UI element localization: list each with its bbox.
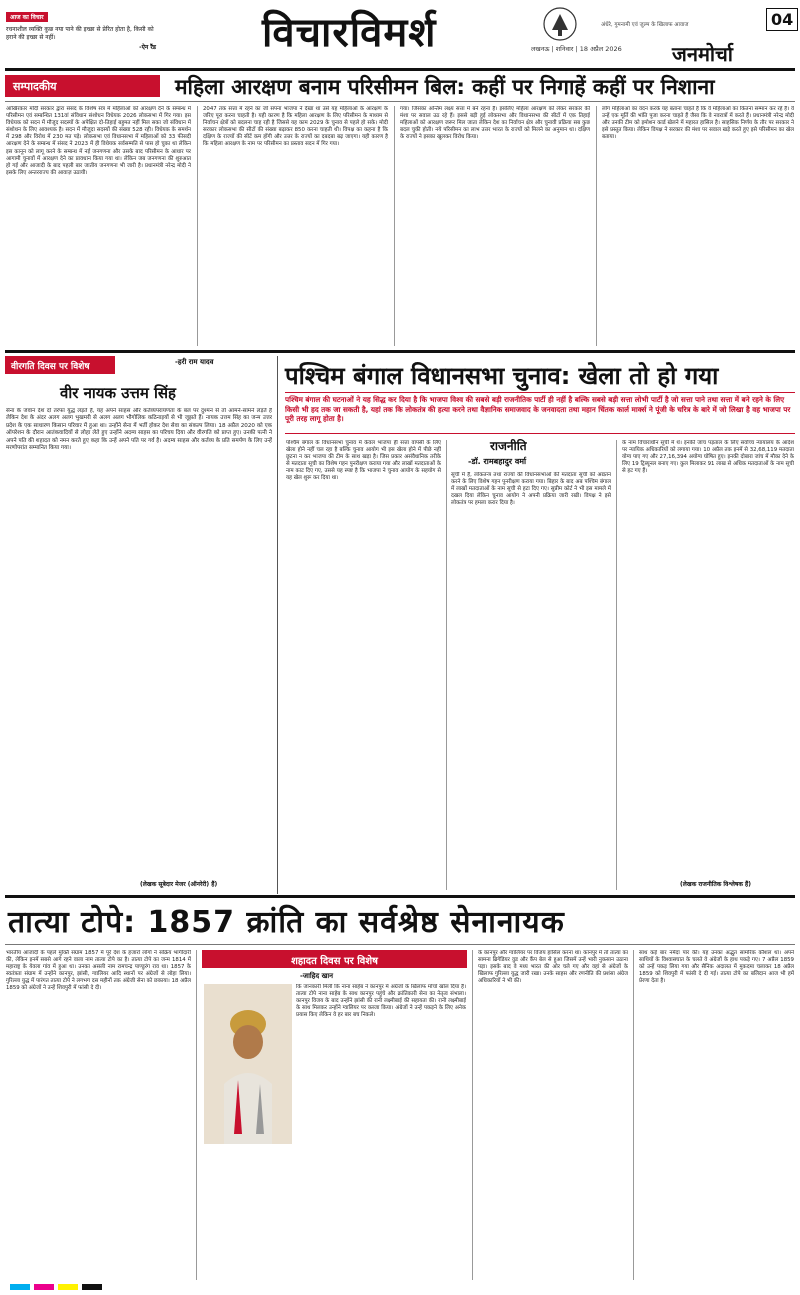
bengal-column-1: पश्चिम बंगाल के विधानसभा चुनाव में केवल भाजपा ही सत्ता वापसी के लिए खेला होने नहीं चल रहा है बल्कि चुनाव आयोग भी इस खेला होने में पीछे नहीं छूटना न कर भाजपा की टीम के साथ खड़ा है। जिस प्रकार असंवैधानिक तरीके से मतदाता सूची का विशेष गहन पुनरीक्षण कराया गया और लाखों मतदाताओं के नाम काट दिए गए, उससे यह स्पष्ट है कि भाजपा ने चुनाव आयोग के सहयोग से यह खेल शुरू कर दिया था। [286,440,441,482]
thought-of-the-day [6,4,156,74]
column-divider [446,440,447,890]
page-number: 04 [766,8,798,31]
bengal-column-3: के नाम विचाराधीन सूची में थे। इनकी जांच पड़ताल के लिए सर्वोच्च न्यायालय के आदेश पर न्यायिक अधिकारियों को लगाया गया। 10 अप्रैल तक इनमें से 32,68,119 मतदाता योग्य पाए गए और 27,16,394 अयोग्य घोषित हुए। इनकी दोबारा जांच में मौका देने के लिए 19 ट्रिब्यूनल बनाए गए। कुल मिलाकर 91 लाख से अधिक मतदाताओं के नाम सूची से हट गए हैं। [622,440,794,475]
editorial-headline: महिला आरक्षण बनाम परिसीमन बिल: कहीं पर निगाहें कहीं पर निशाना [175,75,715,99]
paper-tagline: अंधेरे, गुमनामी एवं जुल्म के खिलाफ आवाज [601,22,689,28]
bengal-author-note: (लेखक राजनीतिक विश्लेषक हैं) [680,881,751,888]
headline-rule [5,101,795,102]
editorial-column-4: लोग महिलाओं का वंदन करके यह बताना चाहते हैं कि वे महिलाओं का कितना सम्मान कर रहे हैं। वे उन्हें एक मूर्ति की भांति पूजा करना चाहते हैं जैसा कि वे नवरात्रों में करते हैं। प्रधानमंत्री नरेन्द्र मोदी और उनकी टीम को इमोशन कार्ड खेलने में महारत हासिल है। साहसिक निर्णय के तौर पर सरकार ने इसे प्रस्तुत किया। लेकिन विपक्ष ने सरकार की मंशा पर सवाल खड़े करते हुए इसे परिसीमन का खेल बताया। [602,106,794,141]
column-divider [394,106,395,346]
bengal-byline: -डॉ. रामबहादुर वर्मा [468,457,527,466]
martyrdom-byline: -जाहिद खान [300,972,334,980]
emblem-icon [542,6,578,42]
editorial-column-2: 2047 तक सत्ता में रहने का जो सपना भाजपा ने देखा था उसे यह महिलाओं के आरक्षण के जरिए पूरा करना चाहती है। यही कारण है कि महिला आरक्षण के लिए परिसीमन के माध्यम से निर्वाचन क्षेत्रों को बदलना चाह रही है जिससे यह काम 2029 के चुनाव से पहले हो सके। मोदी सरकार लोकसभा की सीटों की संख्या बढ़ाकर 850 करना चाहती थी। विपक्ष का कहना है कि दक्षिण के राज्यों की सीटें कम होंगी और उत्तर के राज्यों का दबदबा बढ़ जाएगा। यही कारण है कि महिला आरक्षण के नाम पर परिसीमन का प्रस्ताव सदन में गिर गया। [203,106,388,148]
column-divider [616,440,617,890]
section-rule [5,895,795,898]
special-day-label: वीरगति दिवस पर विशेष [5,356,115,374]
thought-author: -ऐन रैंड [139,44,156,51]
paper-name: जनमोर्चा [672,42,733,66]
bengal-category: राजनीति [490,439,527,453]
tatya-headline: तात्या टोपे: 1857 क्रांति का सर्वश्रेष्ठ सेनानायक [8,905,565,940]
tatya-left-column: भारतीय आजादी के पहले मुक्ति संग्राम 1857 में पूरे देश के हजारों लोगों ने सक्रिय भागीदारी की, लेकिन इनमें सबसे आगे रहने वाला नाम तात्या टोपे का है। तात्या टोपे का जन्म 1814 में महाराष्ट्र के येवला गांव में हुआ था। उनका असली नाम रामचन्द्र पाण्डुरंग राव था। 1857 के स्वतंत्रता संग्राम में उन्होंने कानपुर, झांसी, ग्वालियर आदि स्थानों पर अंग्रेजों से लोहा लिया। गुरिल्ला युद्ध में पारंगत तात्या टोपे ने लगभग दस महीनों तक अंग्रेजी सेना को छकाया। 18 अप्रैल 1859 को अंग्रेजों ने उन्हें शिवपुरी में फांसी दे दी। [6,950,191,992]
section-brand-title: विचारविमर्श [262,10,437,56]
editorial-column-1: आखिरकार मोदी सरकार द्वारा संसद के विशेष सत्र में महिलाओं को आरक्षण देने के सम्बन्ध में परिसीमन एवं सम्बन्धित 131वां संविधान संशोधन विधेयक 2026 लोकसभा में गिर गया। इस विधेयक को सदन में मौजूद सदस्यों के अपेक्षित दो-तिहाई बहुमत नहीं मिल सका जो संविधान में संशोधन के लिए आवश्यक है। सदन में मौजूदा सदस्यों की संख्या 528 रही। विधेयक के समर्थन में 298 और विरोध में 230 मत पड़े। लोकसभा एवं विधानसभा में महिलाओं को 33 फीसदी आरक्षण देने के सम्बन्ध में संसद ने 2023 में ही विधेयक सर्वसम्मति से पास हो चुका था लेकिन इस कानून को लागू करने के सम्बन्ध में नई जनगणना और उसके बाद परिसीमन के आधार पर आगामी चुनावों में आरक्षण देने का प्रावधान किया गया था। लेकिन जब जनगणना की शुरुआत हो गई और आजादी के बाद पहली बार जातीय जनगणना भी जारी है। प्रधानमंत्री नरेन्द्र मोदी ने इसके लिए अन्तरराज्य की आवाज़ उठायी। [6,106,191,176]
bengal-column-2: सूची में है, लोकतन्त्र तथा राज्यों की विधानसभाओं की मतदाता सूची को अद्यतन करने के लिए विशेष गहन पुनरीक्षण कराया गया। बिहार के बाद अब पश्चिम बंगाल में लाखों मतदाताओं के नाम सूची से हटा दिए गए। सुप्रीम कोर्ट ने भी इस मामले में दखल दिया लेकिन चुनाव आयोग ने अपनी प्रक्रिया जारी रखी। विपक्ष ने इसे लोकतंत्र पर हमला करार दिया है। [451,472,611,507]
special-day-body: सेना के जवान देश दो तरफा युद्ध लड़ते हैं, यह अपने साहस और कर्तव्यपरायणता के बल पर दुश्मन से तो आमने-सामने लड़ते हैं लेकिन देश के अंदर अलग अलग भुखमरी से अलग अलग भौगोलिक कठिनाइयों से भी जूझते हैं। नायक उत्तम सिंह का जन्म उत्तर प्रदेश के एक साधारण किसान परिवार में हुआ था। उन्होंने सेना में भर्ती होकर देश सेवा का संकल्प लिया। 18 अप्रैल 2020 को एक ऑपरेशन के दौरान आतंकवादियों से लोहा लेते हुए उन्होंने अदम्य साहस का परिचय दिया और वीरगति को प्राप्त हुए। उनकी पत्नी ने अपने पति की शहादत को नमन करते हुए कहा कि उन्हें अपने पति पर गर्व है। अदम्य साहस और कर्तव्य के प्रति समर्पण के लिए उन्हें मरणोपरांत सम्मानित किया गया। [6,408,272,452]
thought-quote: रचनाशील व्यक्ति कुछ नया पाने की इच्छा से प्रेरित होता है, किसी को हराने की इच्छा से नहीं। [6,26,154,41]
editorial-column-3: गया। जिसका अन्तिम लक्ष्य सत्ता में बने रहना है। इसलिए महिला आरक्षण को लेकर सरकार की मंशा पर सवाल उठ रहे हैं। इससे बड़ी हुई लोकसभा और विधानसभा की सीटों में एक तिहाई महिलाओं को आरक्षण जरूर मिल जाता लेकिन देश का निर्वाचन क्षेत्र और चुनावी प्रक्रिया सब कुछ बदल चुकी होती। नये परिसीमन का लाभ उत्तर भारत के राज्यों को मिलने का अनुमान था। दक्षिण के राज्यों ने इसका खुलकर विरोध किया। [400,106,590,141]
headline-rule [5,944,795,945]
bengal-standfirst: पश्चिम बंगाल की घटनाओं ने यह सिद्ध कर दिया है कि भाजपा विश्व की सबसे बड़ी राजनीतिक पार्टी ही नहीं है बल्कि सबसे बड़ी सत्ता लोभी पार्टी है जो सत्ता पाने तथा सत्ता में बने रहने के लिए किसी भी हद तक जा सकती है, यहां तक कि लोकतंत्र की हत्या करने तथा वैज्ञानिक समाजवाद के जनवादता तथा महान चिंतक कार्ल मार्क्स ने पूंजी के चरित्र के बारे में जो लिखा है वह भाजपा पर पूरी तरह लागू होता है। [285,392,795,434]
column-divider [633,950,634,1280]
column-divider [472,950,473,1280]
special-day-byline: -हरी राम यादव [175,358,214,366]
column-divider [277,356,278,894]
tatya-middle-column: कि जानकारी मिली कि नाना साहेब ने कानपुर में अंग्रेजों के खिलाफ मोर्चा खोल दिया है। तात्या टोपे नाना साहेब के साथ कानपुर पहुंचे और क्रांतिकारी सेना का नेतृत्व संभाला। कानपुर विजय के बाद उन्होंने झांसी की रानी लक्ष्मीबाई की सहायता की। रानी लक्ष्मीबाई के साथ मिलकर उन्होंने ग्वालियर पर कब्जा किया। अंग्रेजों ने उन्हें पकड़ने के लिए अनेक प्रयास किए लेकिन वे हर बार बच निकले। [296,984,466,1019]
column-divider [196,950,197,1280]
editorial-label: सम्पादकीय [5,75,160,97]
tatya-right-column-2: साथ कई बार नर्मदा पार की। यह उनका अद्भुत सामरिक कौशल था। अपने साथियों के विश्वासघात के चलते वे अंग्रेजों के हाथ पकड़े गए। 7 अप्रैल 1859 को उन्हें पकड़ लिया गया और सैनिक अदालत में मुकदमा चलाकर 18 अप्रैल 1859 को शिवपुरी में फांसी दे दी गई। तात्या टोपे का बलिदान आज भी हमें प्रेरणा देता है। [639,950,794,985]
special-day-author-note: (लेखक सूबेदार मेजर (ऑनरेरी) हैं) [140,881,218,888]
tatya-middle-column-continued [204,1150,292,1280]
column-divider [197,106,198,346]
special-day-headline: वीर नायक उत्तम सिंह [60,384,177,402]
bengal-headline: पश्चिम बंगाल विधानसभा चुनाव: खेला तो हो गया [285,362,719,390]
tatya-right-column-1: के कानपुर और ग्वालियर पर विजय हासिल करना था। कानपुर में तो तात्या का सामना ब्रिगेडियर वुड और कैंप बेल से हुआ जिसमें उन्हें भारी नुकसान उठाना पड़ा। इसके बाद वे मध्य भारत की ओर चले गए और वहां से अंग्रेजों के खिलाफ गुरिल्ला युद्ध जारी रखा। उनके साहस और रणनीति की प्रशंसा अंग्रेज अधिकारियों ने भी की। [478,950,628,985]
section-rule [5,350,795,353]
tatya-tope-portrait [204,984,292,1144]
thought-label: आज का विचार [6,12,48,22]
masthead-rule [5,68,795,71]
martyrdom-day-label: शहादत दिवस पर विशेष [202,950,467,968]
printer-color-bar [0,1284,800,1292]
dateline: लखनऊ | शनिवार | 18 अप्रैल 2026 [531,45,622,53]
column-divider [596,106,597,346]
